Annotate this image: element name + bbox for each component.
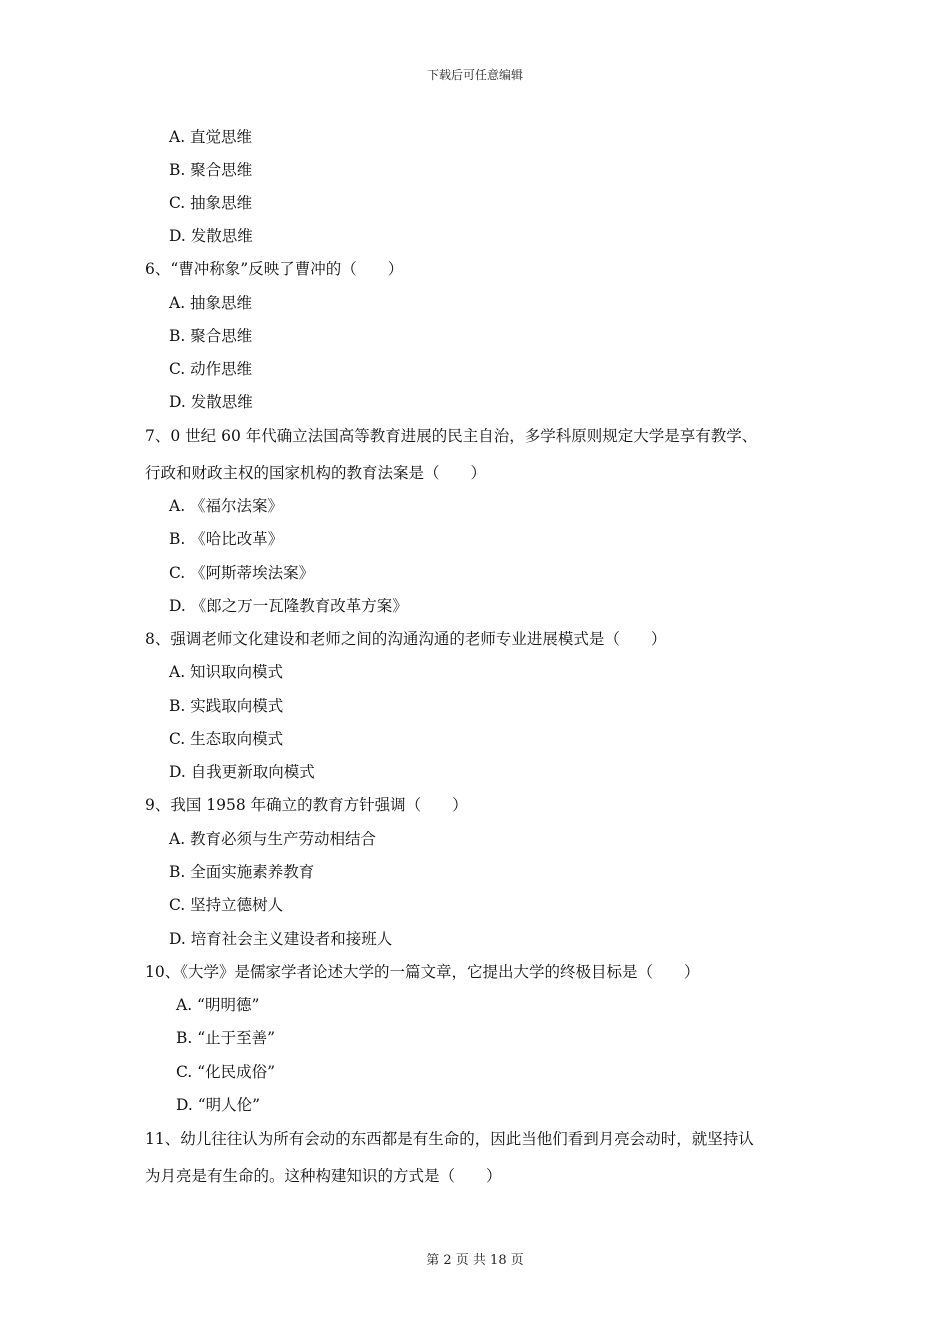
- option-line: B. 聚合思维: [169, 327, 253, 345]
- option-line: B. 聚合思维: [169, 161, 253, 179]
- option-line: D. 自我更新取向模式: [169, 763, 315, 781]
- option-line: C. “化民成俗”: [176, 1063, 276, 1081]
- option-line: B. 《哈比改革》: [169, 530, 284, 548]
- option-line: D. 《郎之万一瓦隆教育改革方案》: [169, 597, 408, 615]
- option-line: C. 坚持立德树人: [169, 896, 284, 914]
- option-line: A. “明明德”: [176, 996, 260, 1014]
- question-line: 行政和财政主权的国家机构的教育法案是（ ）: [145, 464, 487, 482]
- option-line: C. 抽象思维: [169, 194, 253, 212]
- option-line: A. 知识取向模式: [169, 663, 284, 681]
- question-line: 7、0 世纪 60 年代确立法国高等教育进展的民主自治，多学科原则规定大学是享有教学、: [145, 427, 758, 445]
- question-line: 6、“曹冲称象”反映了曹冲的（ ）: [145, 260, 404, 278]
- option-line: A. 教育必须与生产劳动相结合: [169, 830, 377, 848]
- option-line: B. “止于至善”: [176, 1029, 276, 1047]
- question-line: 为月亮是有生命的。这种构建知识的方式是（ ）: [145, 1167, 502, 1185]
- option-line: C. 动作思维: [169, 360, 253, 378]
- option-line: B. 实践取向模式: [169, 697, 284, 715]
- option-line: D. 发散思维: [169, 227, 253, 245]
- question-line: 11、幼儿往往认为所有会动的东西都是有生命的，因此当他们看到月亮会动时，就坚持认: [145, 1130, 754, 1148]
- question-line: 10、《大学》是儒家学者论述大学的一篇文章，它提出大学的终极目标是（ ）: [145, 963, 700, 981]
- question-line: 8、强调老师文化建设和老师之间的沟通沟通的老师专业进展模式是（ ）: [145, 630, 667, 648]
- option-line: D. 培育社会主义建设者和接班人: [169, 930, 393, 948]
- option-line: A. 《福尔法案》: [169, 497, 284, 515]
- option-line: A. 抽象思维: [169, 294, 253, 312]
- question-line: 9、我国 1958 年确立的教育方针强调（ ）: [145, 796, 468, 814]
- page-footer: 第 2 页 共 18 页: [426, 1253, 524, 1268]
- option-line: C. 生态取向模式: [169, 730, 284, 748]
- option-line: D. 发散思维: [169, 393, 253, 411]
- page-header: 下载后可任意编辑: [426, 68, 523, 82]
- option-line: C. 《阿斯蒂埃法案》: [169, 564, 315, 582]
- option-line: A. 直觉思维: [169, 128, 253, 146]
- option-line: B. 全面实施素养教育: [169, 863, 315, 881]
- option-line: D. “明人伦”: [176, 1096, 261, 1114]
